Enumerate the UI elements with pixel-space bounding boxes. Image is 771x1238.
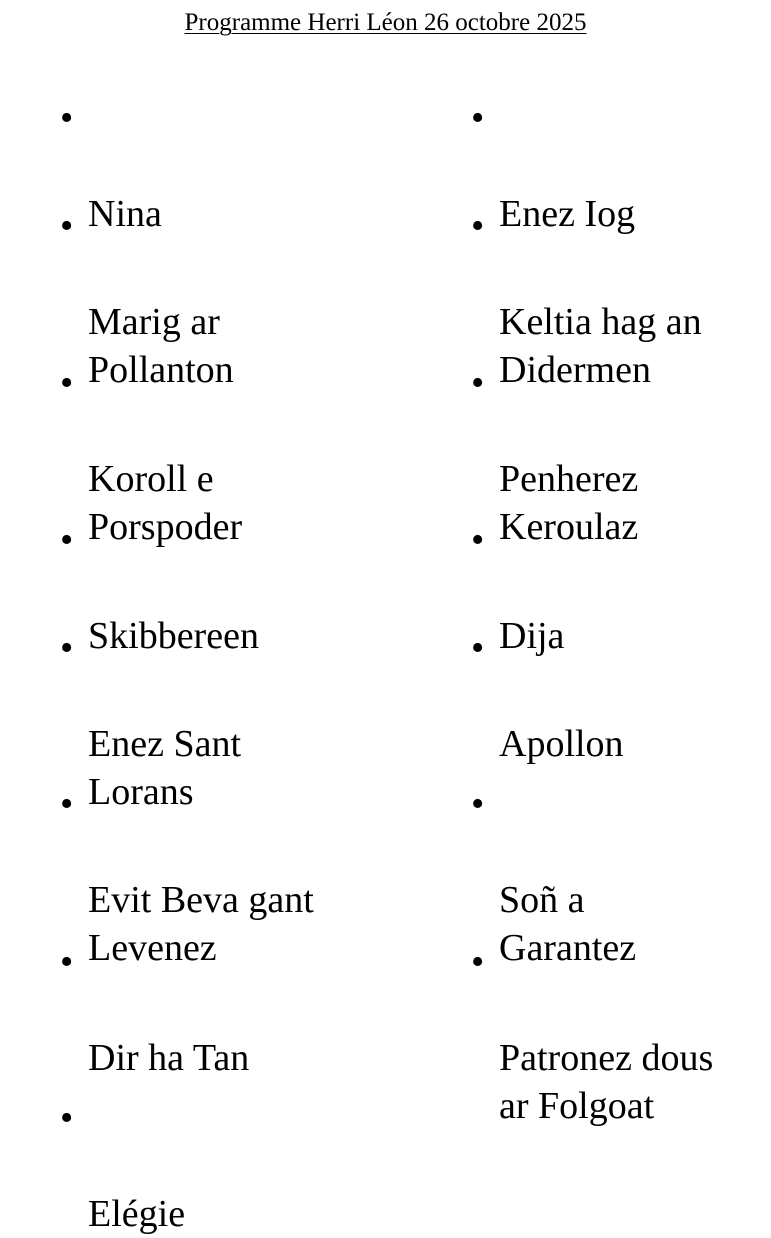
bullet-icon: •: [471, 362, 485, 404]
bullet-icon: •: [60, 1097, 74, 1139]
list-item-label: Keltia hag an Didermen: [499, 301, 702, 391]
bullet-icon: •: [471, 783, 485, 825]
list-item-label: Apollon: [499, 723, 624, 765]
bullet-icon: •: [471, 97, 485, 139]
list-item-label: Dir ha Tan: [88, 1037, 250, 1079]
bullet-icon: •: [60, 627, 74, 669]
list-item-label: Enez Iog: [499, 193, 636, 235]
list-item: [471, 624, 771, 768]
list-item-label: Nina: [88, 193, 162, 235]
bullet-icon: •: [471, 205, 485, 247]
bullet-icon: •: [471, 941, 485, 983]
bullet-icon: •: [60, 783, 74, 825]
list-item-label: Dija: [499, 615, 565, 657]
page-title: Programme Herri Léon 26 octobre 2025: [184, 9, 587, 36]
list-item-label: Skibbereen: [88, 615, 259, 657]
bullet-icon: •: [60, 205, 74, 247]
bullet-icon: •: [471, 519, 485, 561]
bullet-icon: •: [60, 941, 74, 983]
bullet-icon: •: [60, 362, 74, 404]
list-item-label: Marig ar Pollanton: [88, 301, 234, 391]
list-item-label: Penherez Keroulaz: [499, 458, 639, 548]
list-item-label: Elégie: [88, 1193, 186, 1235]
bullet-icon: •: [471, 627, 485, 669]
list-item-label: Evit Beva gant Levenez: [88, 879, 314, 969]
list-item: [60, 1094, 408, 1238]
list-item: [471, 938, 771, 1130]
list-item-label: Koroll e Porspoder: [88, 458, 243, 548]
list-item-label: Enez Sant Lorans: [88, 723, 242, 813]
bullet-icon: •: [60, 97, 74, 139]
list-item-label: Soñ a Garantez: [499, 879, 637, 969]
list-item: [60, 938, 408, 1082]
bullet-icon: •: [60, 519, 74, 561]
list-item-label: Patronez dous ar Folgoat: [499, 1037, 714, 1127]
